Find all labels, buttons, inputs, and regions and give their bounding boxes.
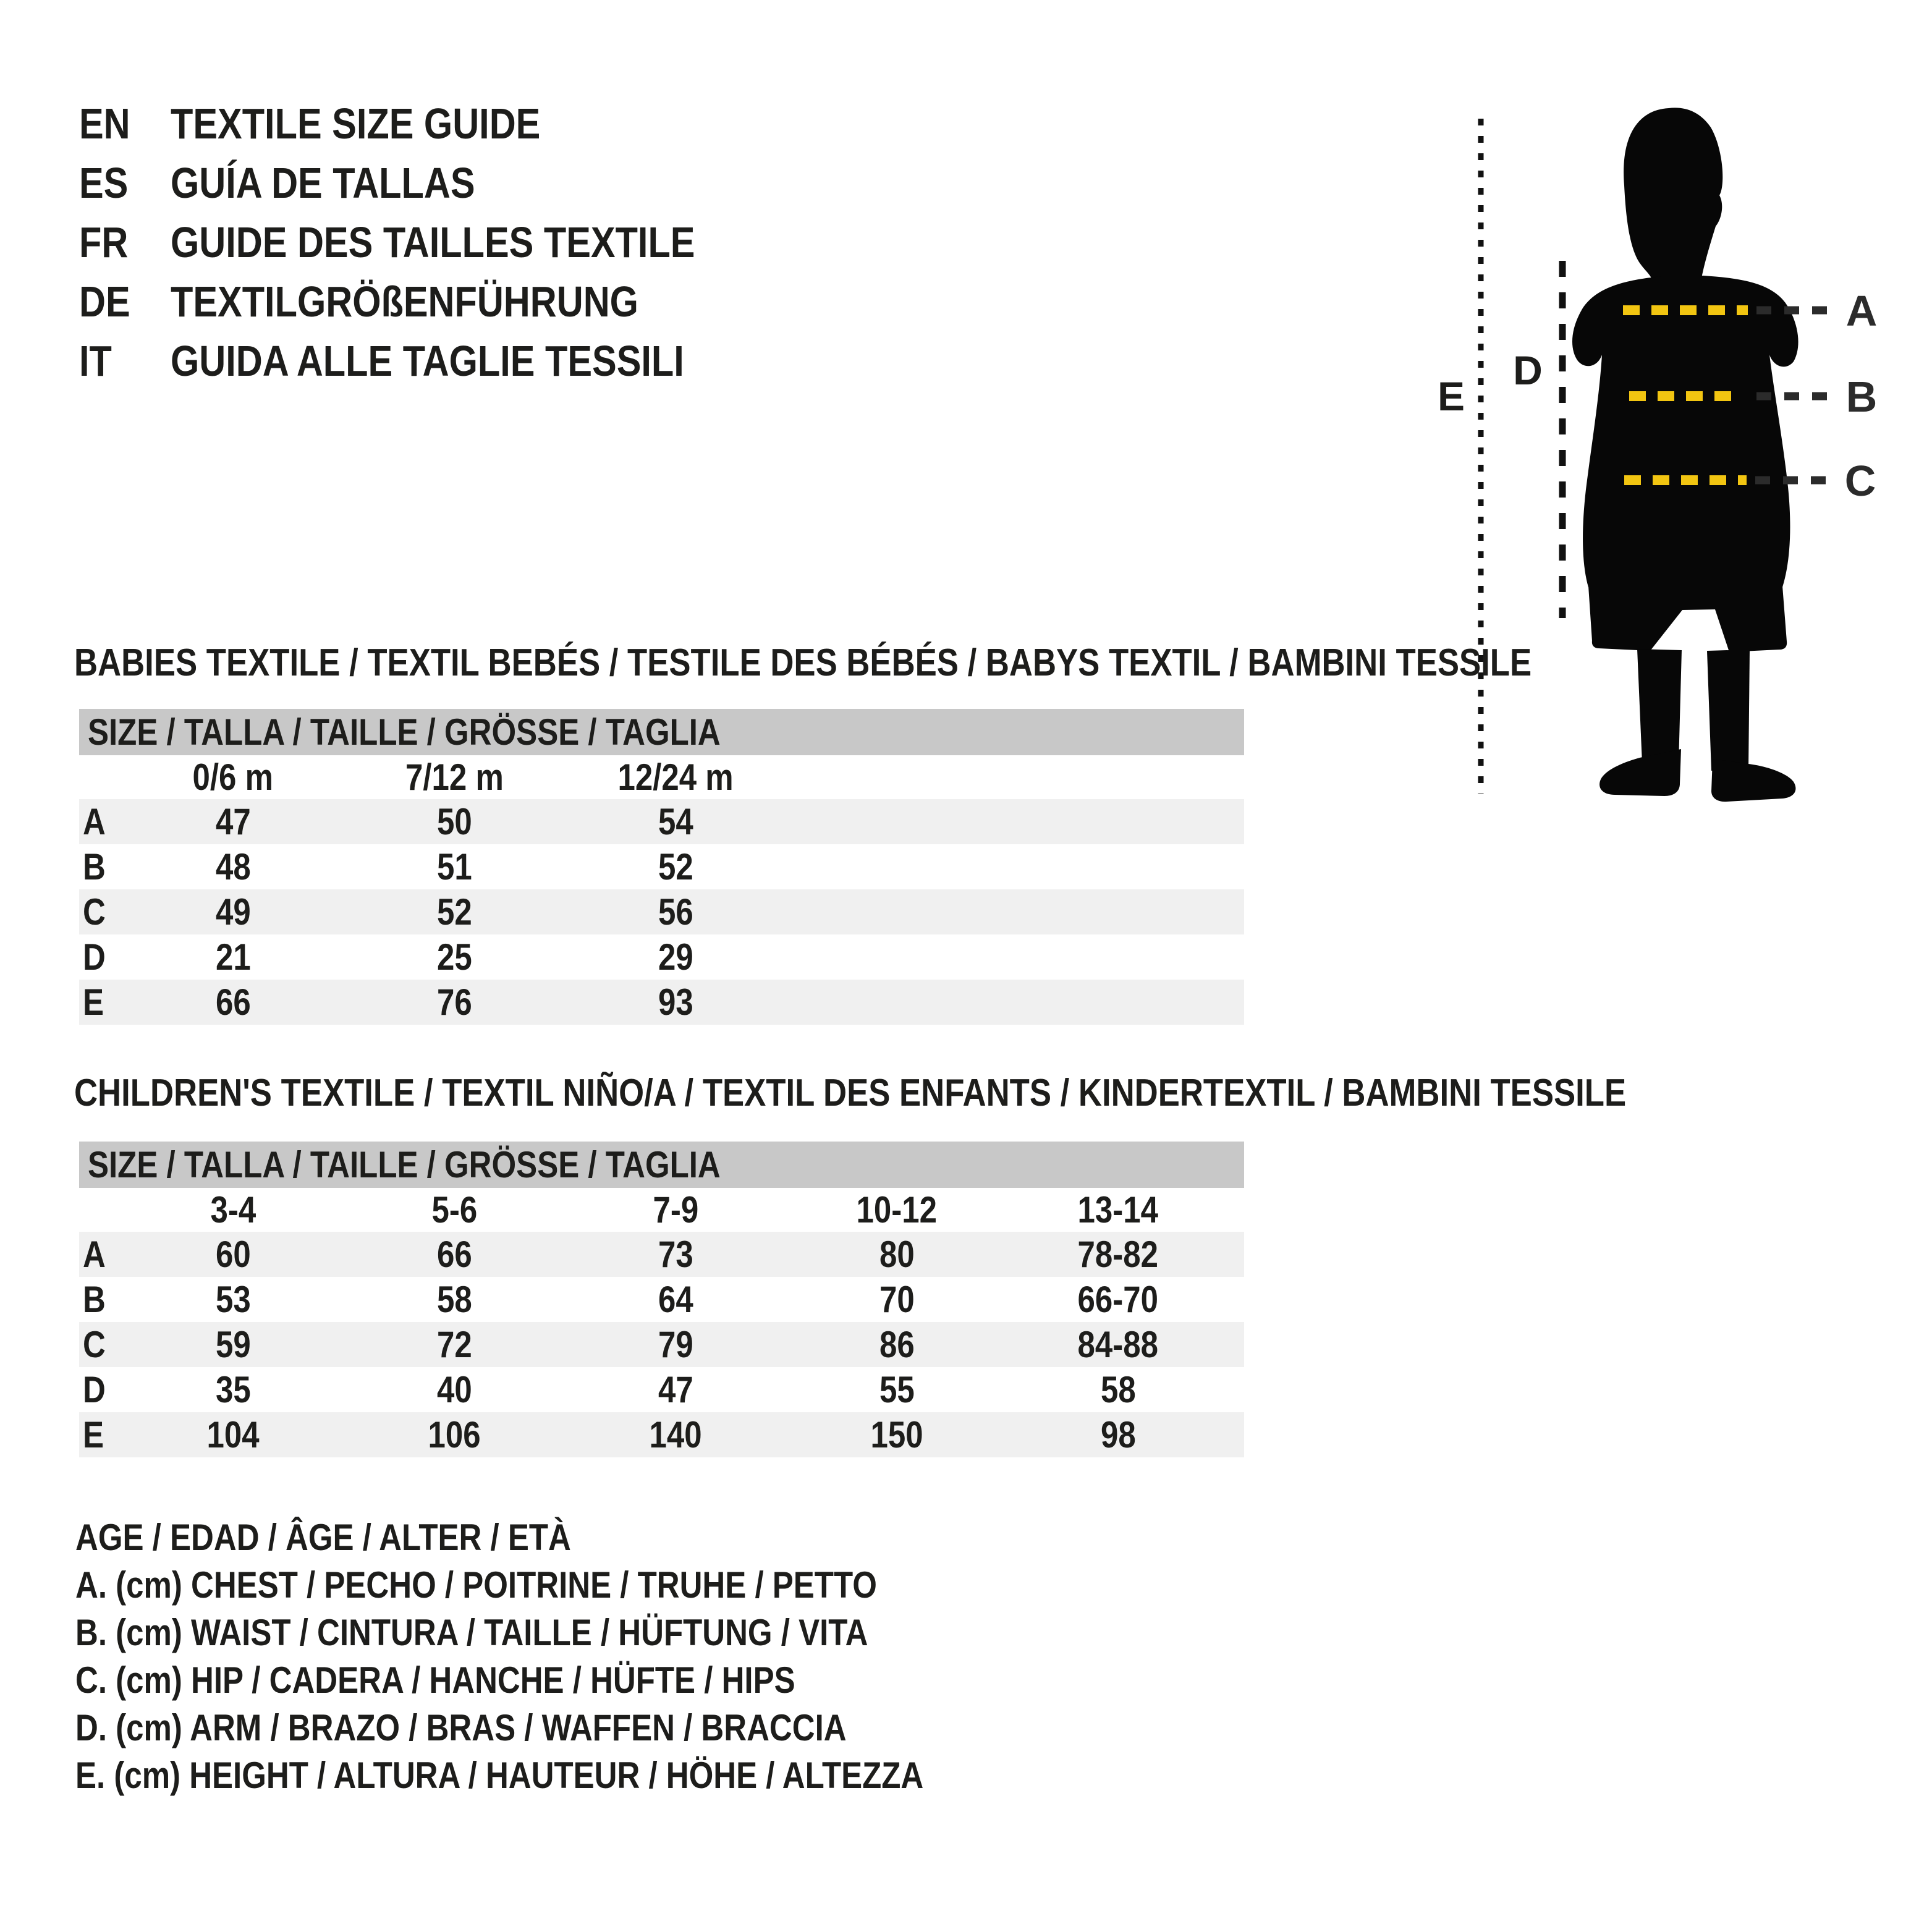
child-silhouette bbox=[1572, 108, 1799, 802]
lang-row-it bbox=[79, 331, 787, 391]
table-cell: 53 bbox=[215, 1279, 251, 1320]
column-header: 5-6 bbox=[431, 1189, 477, 1231]
row-label: D bbox=[83, 1369, 106, 1410]
table-row bbox=[79, 799, 1244, 844]
table-cell: 93 bbox=[658, 981, 693, 1023]
row-label: D bbox=[83, 936, 106, 978]
legend-hip: C. (cm) HIP / CADERA / HANCHE / HÜFTE / HIPS bbox=[75, 1659, 795, 1701]
table-cell: 54 bbox=[658, 801, 693, 842]
column-header: 3-4 bbox=[210, 1189, 256, 1231]
table-cell: 73 bbox=[658, 1234, 693, 1275]
language-title-list bbox=[79, 94, 787, 391]
table-cell: 79 bbox=[658, 1324, 693, 1365]
children-section-title: CHILDREN'S TEXTILE / TEXTIL NIÑO/A / TEXTIL DES ENFANTS / KINDERTEXTIL / BAMBINI TESSILE bbox=[74, 1072, 1627, 1114]
column-header: 12/24 m bbox=[617, 756, 734, 798]
table-cell: 80 bbox=[879, 1234, 915, 1275]
guide-title: GUIDA ALLE TAGLIE TESSILI bbox=[171, 337, 684, 385]
legend-arm: D. (cm) ARM / BRAZO / BRAS / WAFFEN / BRACCIA bbox=[75, 1707, 847, 1748]
table-cell: 59 bbox=[215, 1324, 251, 1365]
table-cell: 55 bbox=[879, 1369, 915, 1410]
table-row bbox=[79, 1367, 1244, 1412]
table-cell: 52 bbox=[658, 846, 693, 888]
label-d: D bbox=[1513, 347, 1543, 393]
lang-code: EN bbox=[79, 100, 130, 148]
lang-code: DE bbox=[79, 278, 130, 326]
table-row bbox=[79, 1412, 1244, 1457]
babies-column-header-row bbox=[79, 755, 1244, 799]
column-header: 7/12 m bbox=[405, 756, 504, 798]
lang-row-en bbox=[79, 94, 787, 153]
table-row bbox=[79, 980, 1244, 1025]
lang-code: ES bbox=[79, 159, 129, 207]
legend-age: AGE / EDAD / ÂGE / ALTER / ETÀ bbox=[75, 1517, 571, 1558]
column-header: 10-12 bbox=[856, 1189, 938, 1231]
legend-chest: A. (cm) CHEST / PECHO / POITRINE / TRUHE / PETTO bbox=[75, 1564, 877, 1606]
guide-title: GUÍA DE TALLAS bbox=[171, 159, 475, 207]
row-label: B bbox=[83, 846, 106, 888]
lang-row-es bbox=[79, 153, 787, 213]
table-cell: 104 bbox=[206, 1414, 260, 1455]
table-cell: 76 bbox=[436, 981, 472, 1023]
table-cell: 52 bbox=[436, 891, 472, 933]
table-cell: 86 bbox=[879, 1324, 915, 1365]
column-header: 13-14 bbox=[1077, 1189, 1159, 1231]
table-cell: 58 bbox=[1100, 1369, 1136, 1410]
children-size-header-band: SIZE / TALLA / TAILLE / GRÖSSE / TAGLIA bbox=[79, 1142, 1244, 1188]
table-cell: 70 bbox=[879, 1279, 915, 1320]
guide-title: TEXTILGRÖßENFÜHRUNG bbox=[171, 278, 638, 326]
table-cell: 60 bbox=[215, 1234, 251, 1275]
table-row bbox=[79, 1277, 1244, 1322]
table-cell: 51 bbox=[436, 846, 472, 888]
babies-section-title: BABIES TEXTILE / TEXTIL BEBÉS / TESTILE DES BÉBÉS / BABYS TEXTIL / BAMBINI TESSILE bbox=[74, 642, 1532, 684]
table-row bbox=[79, 1232, 1244, 1277]
table-cell: 40 bbox=[436, 1369, 472, 1410]
babies-size-table bbox=[79, 709, 1244, 1025]
row-label: C bbox=[83, 891, 106, 933]
table-cell: 66 bbox=[215, 981, 251, 1023]
measurement-legend bbox=[75, 1514, 1073, 1799]
table-cell: 98 bbox=[1100, 1414, 1136, 1455]
table-row bbox=[79, 1322, 1244, 1367]
table-cell: 49 bbox=[215, 891, 251, 933]
table-cell: 29 bbox=[658, 936, 693, 978]
table-cell: 64 bbox=[658, 1279, 693, 1320]
row-label: E bbox=[83, 981, 104, 1023]
label-b: B bbox=[1845, 373, 1878, 421]
row-label: A bbox=[83, 801, 106, 842]
table-cell: 66 bbox=[436, 1234, 472, 1275]
table-cell: 56 bbox=[658, 891, 693, 933]
table-row bbox=[79, 934, 1244, 980]
table-cell: 140 bbox=[649, 1414, 702, 1455]
row-label: B bbox=[83, 1279, 106, 1320]
label-e: E bbox=[1437, 373, 1465, 419]
table-cell: 150 bbox=[870, 1414, 923, 1455]
table-row bbox=[79, 844, 1244, 889]
label-a: A bbox=[1845, 287, 1878, 335]
row-label: A bbox=[83, 1234, 106, 1275]
table-cell: 72 bbox=[436, 1324, 472, 1365]
child-silhouette-diagram bbox=[1434, 93, 1922, 822]
lang-row-de bbox=[79, 272, 787, 331]
label-c: C bbox=[1844, 457, 1876, 505]
measurement-figure bbox=[1434, 93, 1922, 822]
row-label: E bbox=[83, 1414, 104, 1455]
legend-height: E. (cm) HEIGHT / ALTURA / HAUTEUR / HÖHE / ALTEZZA bbox=[75, 1755, 924, 1796]
column-header: 0/6 m bbox=[192, 756, 274, 798]
table-cell: 25 bbox=[436, 936, 472, 978]
table-cell: 66-70 bbox=[1077, 1279, 1159, 1320]
guide-title: TEXTILE SIZE GUIDE bbox=[171, 100, 541, 148]
legend-waist: B. (cm) WAIST / CINTURA / TAILLE / HÜFTUNG / VITA bbox=[75, 1612, 868, 1653]
lang-code: FR bbox=[79, 218, 129, 266]
table-cell: 47 bbox=[658, 1369, 693, 1410]
table-cell: 84-88 bbox=[1077, 1324, 1159, 1365]
table-cell: 21 bbox=[215, 936, 251, 978]
table-cell: 106 bbox=[428, 1414, 481, 1455]
table-cell: 47 bbox=[215, 801, 251, 842]
table-row bbox=[79, 889, 1244, 934]
table-cell: 78-82 bbox=[1077, 1234, 1159, 1275]
children-size-table bbox=[79, 1142, 1244, 1457]
table-cell: 58 bbox=[436, 1279, 472, 1320]
children-column-header-row bbox=[79, 1188, 1244, 1232]
lang-row-fr bbox=[79, 213, 787, 272]
babies-size-header-band: SIZE / TALLA / TAILLE / GRÖSSE / TAGLIA bbox=[79, 709, 1244, 755]
guide-title: GUIDE DES TAILLES TEXTILE bbox=[171, 218, 695, 266]
table-cell: 48 bbox=[215, 846, 251, 888]
table-cell: 50 bbox=[436, 801, 472, 842]
lang-code: IT bbox=[79, 337, 112, 385]
table-cell: 35 bbox=[215, 1369, 251, 1410]
row-label: C bbox=[83, 1324, 106, 1365]
column-header: 7-9 bbox=[653, 1189, 698, 1231]
